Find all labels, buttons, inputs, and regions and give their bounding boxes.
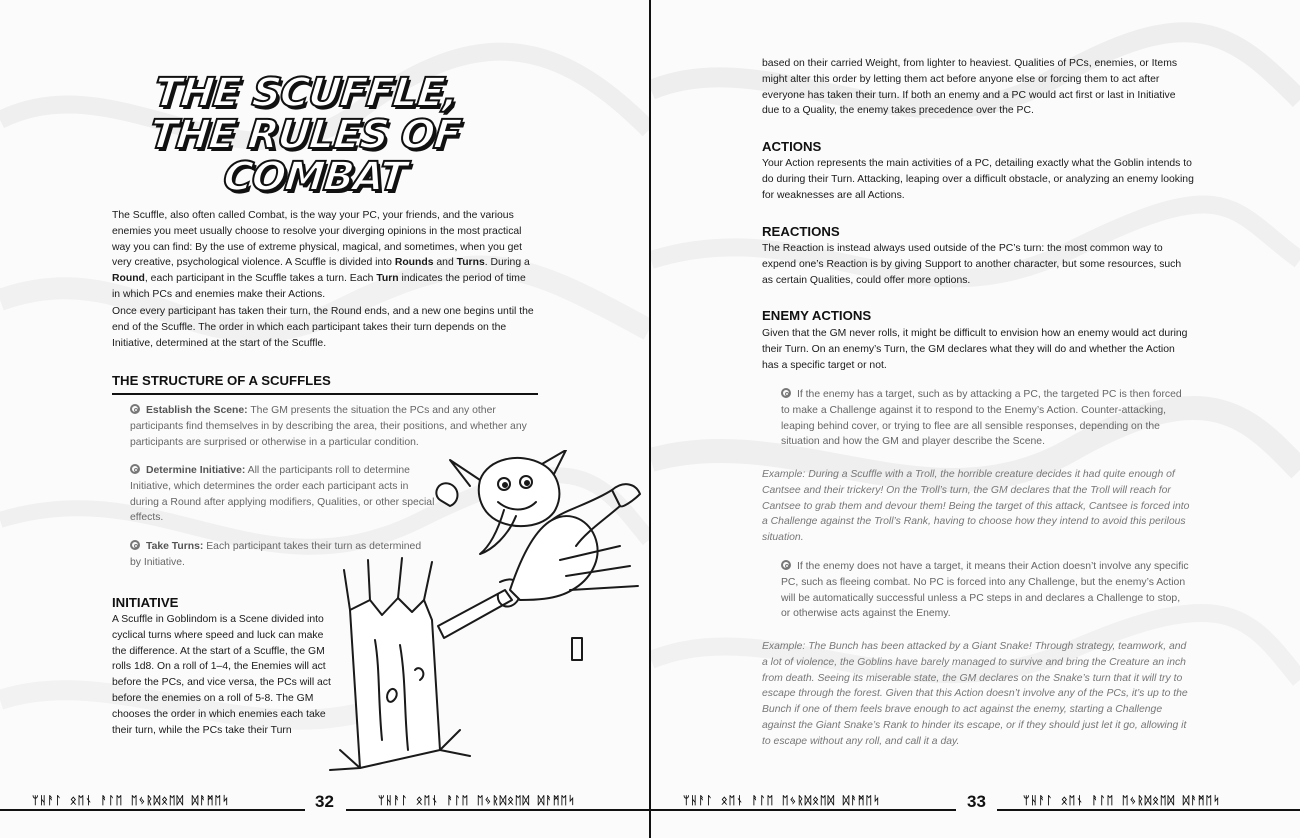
page-number: 33 bbox=[967, 792, 986, 811]
chapter-title bbox=[143, 72, 556, 198]
enemy-target-bullet: If the enemy has a target, such as by attacking a PC, the targeted PC is then forced to make a Challenge against it to respond to the Enemy’s Action. Counter-attacking, leaping behind cover, or trying to flee are all sensible responses, depending on the situation and how the GM and player describe the Scene. bbox=[781, 389, 1182, 448]
term-rounds: Rounds bbox=[394, 257, 434, 269]
footer-rule-right bbox=[346, 809, 649, 811]
spiral-bullet-icon bbox=[781, 560, 791, 570]
reactions-heading: REACTIONS bbox=[762, 224, 840, 239]
spiral-bullet-icon bbox=[781, 388, 791, 398]
intro-paragraph-2: Once every participant has taken their turn, the Round ends, and a new one begins until the end of the Scuffle. The order in which each participant takes their turn depends on the Initiative, determined at the start of the Scuffle. bbox=[112, 306, 534, 349]
enemy-actions-heading: ENEMY ACTIONS bbox=[762, 308, 872, 323]
enemy-no-target-bullet: If the enemy does not have a target, it means their Action doesn’t involve any specific PC, such as fleeing combat. No PC is forced into any Challenge, but the enemy’s Action will be automatically successful unless a PC steps in and declares a Challenge to stop, or otherwise acts against the Enemy. bbox=[781, 561, 1189, 620]
term-round: Round bbox=[112, 273, 145, 285]
actions-heading: ACTIONS bbox=[762, 139, 822, 154]
footer-decorative-text: ᛘᚺᚨᛚ ᛟᛖᚾ ᚨᛚᛖ ᛖᛃᚱᛞᛟᛖᛞ ᛞᚨᛗᛖᛋ bbox=[32, 794, 230, 807]
structure-heading-rule bbox=[112, 393, 538, 395]
structure-item-scene: Establish the Scene: The GM presents the situation the PCs and any other participants find themselves in by describing the area, their positions, and whether any participants are surprised or otherwise in a particular condition. bbox=[130, 405, 527, 448]
intro-paragraph-1: The Scuffle, also often called Combat, is the way your PC, your friends, and the various enemies you meet usually choose to resolve your diverging opinions in the most practical way you can find: By the use of extreme physical, magical, and sometimes, when you get very creative, psychological violence. A Scuffle is divided into Rounds and Turns. During a Round, each participant in the Scuffle takes a turn. Each Turn indicates the period of time in which PCs and enemies make their Actions. bbox=[112, 210, 530, 300]
initiative-heading: INITIATIVE bbox=[112, 595, 179, 610]
reactions-paragraph: The Reaction is instead always used outside of the PC’s turn: the most common way to expend one’s Reaction is by giving Support to another character, but some resources, such as certain Qualities, could offer more options. bbox=[762, 243, 1182, 286]
spiral-bullet-icon bbox=[130, 464, 140, 474]
footer-decorative-text: ᛘᚺᚨᛚ ᛟᛖᚾ ᚨᛚᛖ ᛖᛃᚱᛞᛟᛖᛞ ᛞᚨᛗᛖᛋ bbox=[683, 794, 881, 807]
goblin-illustration bbox=[320, 450, 649, 780]
actions-paragraph: Your Action represents the main activities of a PC, detailing exactly what the Goblin intends to do during their Turn. Attacking, leaping over a difficult obstacle, or analyzing an enemy looking for weaknesses are all Actions. bbox=[762, 158, 1194, 201]
footer-rule-right bbox=[997, 809, 1300, 811]
footer-decorative-text: ᛘᚺᚨᛚ ᛟᛖᚾ ᚨᛚᛖ ᛖᛃᚱᛞᛟᛖᛞ ᛞᚨᛗᛖᛋ bbox=[378, 794, 576, 807]
title-line-1: THE SCUFFLE, bbox=[151, 70, 461, 116]
structure-item-initiative: Determine Initiative: All the participants roll to determine Initiative, which determines the order each participant acts in during a Round after applying modifiers, Qualities, or other special effects. bbox=[130, 465, 435, 524]
initiative-paragraph: A Scuffle in Goblindom is a Scene divided into cyclical turns where speed and luck can make the difference. At the start of a Scuffle, the GM rolls 1d8. On a roll of 1–4, the Enemies will act before the PCs, and vice versa, the PCs will act before the enemies on a roll of 5-8. The GM chooses the order in which enemies each take their turn, while the PCs take their Turn bbox=[112, 614, 331, 736]
title-line-2: THE RULES OF bbox=[147, 112, 463, 158]
example-giant-snake: Example: The Bunch has been attacked by a Giant Snake! Through strategy, teamwork, and a lot of violence, the Goblins have barely managed to survive and bring the Creature an inch from death. Seeing its miserable state, the GM declares on the Snake’s turn that it will try to escape through the forest. Given that this Action doesn’t involve any of the PCs, it’s up to the Bunch if one of them feels brave enough to act against the enemy, starting a Challenge against the Giant Snake’s Rank to hinder its escape, or if they should just let it go, allowing it to escape without any roll, and call it a day. bbox=[762, 641, 1188, 747]
enemy-actions-paragraph: Given that the GM never rolls, it might be difficult to envision how an enemy would act during their Turn. On an enemy’s Turn, the GM declares what they will do and whether the Action has a specific target or not. bbox=[762, 328, 1188, 371]
title-line-3: COMBAT bbox=[221, 154, 409, 200]
left-footer bbox=[0, 792, 649, 816]
footer-decorative-text: ᛘᚺᚨᛚ ᛟᛖᚾ ᚨᛚᛖ ᛖᛃᚱᛞᛟᛖᛞ ᛞᚨᛗᛖᛋ bbox=[1023, 794, 1221, 807]
right-page bbox=[651, 0, 1300, 838]
term-turns: Turns bbox=[456, 257, 485, 269]
footer-rule-left bbox=[651, 809, 956, 811]
page-number: 32 bbox=[315, 792, 334, 811]
term-turn: Turn bbox=[376, 273, 399, 285]
initiative-continued-paragraph: based on their carried Weight, from lighter to heaviest. Qualities of PCs, enemies, or Items might alter this order by letting them act before anyone else or forcing them to act after everyone has taken their turn. If both an enemy and a PC would act first or last in Initiative due to a Quality, the enemy takes precedence over the PC. bbox=[762, 58, 1178, 117]
structure-heading: THE STRUCTURE OF A SCUFFLES bbox=[112, 373, 331, 388]
right-footer bbox=[651, 792, 1300, 816]
left-page bbox=[0, 0, 649, 838]
structure-item-turns: Take Turns: Each participant takes their turn as determined by Initiative. bbox=[130, 541, 422, 568]
spiral-bullet-icon bbox=[130, 540, 140, 550]
footer-rule-left bbox=[0, 809, 305, 811]
spiral-bullet-icon bbox=[130, 404, 140, 414]
example-troll: Example: During a Scuffle with a Troll, the horrible creature decides it had quite enough of Cantsee and their trickery! On the Troll’s turn, the GM declares that the Troll will reach for Cantsee to grab them and devour them! Being the target of this attack, Cantsee is forced into a Challenge against the Troll’s Rank, having to choose how they intend to avoid this perilous situation. bbox=[762, 469, 1190, 544]
